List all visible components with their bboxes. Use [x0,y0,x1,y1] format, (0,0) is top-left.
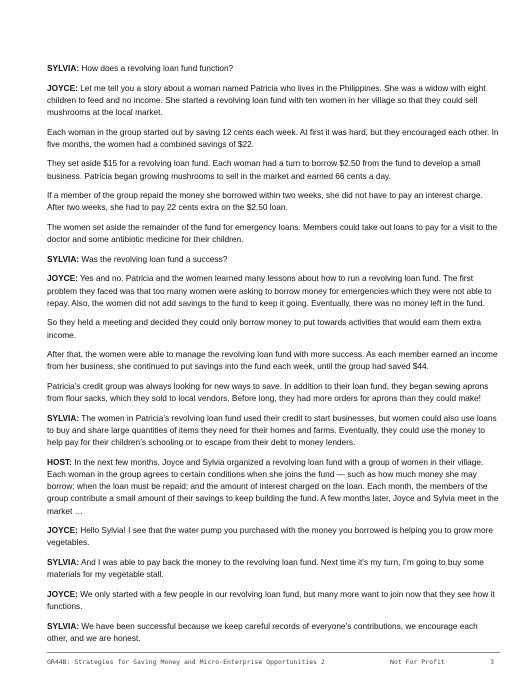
speaker-label: SYLVIA: [47,253,80,264]
speaker-label: SYLVIA: [47,556,80,567]
paragraph-text: After that, the women were able to manage the revolving loan fund with more success. As each member earned an income from her business, she continued to put savings into the fund each week, until the group had saved $44. [47,349,498,372]
page-number: 3 [490,658,494,666]
paragraph-text: Was the revolving loan fund a success? [79,253,228,264]
paragraph-text: How does a revolving loan fund function? [79,63,234,73]
speaker-label: HOST: [47,456,72,467]
paragraph [47,126,500,150]
speaker-label: JOYCE: [47,82,78,93]
paragraph-text: Hello Sylvia! I see that the water pump you purchased with the money you borrowed is helping you to grow more vegetables. [47,525,493,548]
paragraph [47,189,500,213]
page-footer [47,652,500,666]
paragraph-text: The women set aside the remainder of the fund for emergency loans. Members could take out loans to pay for a visit to the doctor and some antibiotic medicine for their children. [47,221,498,245]
paragraph-text: Yes and no. Patricia and the women learned many lessons about how to run a revolving loan fund. The first problem they faced was that too many women were asking to borrow money for emergencies which they were not able to repay. Also, the women did not add savings to the fund to keep it going. Eventually, there was no money left in the fund. [47,273,492,308]
speaker-label: JOYCE: [47,588,78,599]
paragraph [47,253,500,265]
paragraph [47,272,500,309]
speaker-label: SYLVIA: [47,63,80,73]
paragraph [47,62,500,74]
paragraph [47,82,500,119]
paragraph [47,412,500,449]
paragraph [47,524,500,548]
paragraph-text: Each woman in the group started out by saving 12 cents each week. At first it was hard, but they encouraged each other. In five months, the women had a combined savings of $22. [47,126,499,149]
paragraph [47,316,500,340]
paragraph-text: In the next few months, Joyce and Sylvia organized a revolving loan fund with a group of women in their village. Each woman in the group agrees to certain conditions when she joins the fund — such as how much money she may borrow; when the loan must be repaid; and the amount of interest charged on the loan. Each month, the members of the group contribute a small amount of their savings to keep building the fund. A few months later, Joyce and Sylvia meet in the market … [47,456,499,516]
footer-not-for-profit: Not For Profit [390,658,445,666]
paragraph-text: We only started with a few people in our revolving loan fund, but many more want to join now that they see how it functions. [47,588,495,611]
paragraph-text: And I was able to pay back the money to the revolving loan fund. Next time it’s my turn, I’m going to buy some materials for my vegetable stall. [47,556,484,580]
speaker-label: JOYCE: [47,525,78,536]
footer-title: GR44B: Strategies for Saving Money and Micro-Enterprise Opportunities 2 [47,658,325,666]
paragraph-text: So they held a meeting and decided they could only borrow money to put towards activities that would earn them extra income. [47,317,481,340]
paragraph [47,380,500,404]
paragraph-text: If a member of the group repaid the money she borrowed within two weeks, she did not have to pay an interest charge. After two weeks, she had to pay 22 cents extra on the $2.50 loan. [47,190,483,213]
paragraph-text: Let me tell you a story about a woman named Patricia who lives in the Philippines. She was a widow with eight children to feed and no income. She started a revolving loan fund with ten women in her village so that they could sell mushrooms at the local market. [47,82,486,117]
document-body [47,62,500,651]
paragraph [47,221,500,245]
paragraph-text: They set aside $15 for a revolving loan fund. Each woman had a turn to borrow $2.50 from the fund to develop a small business. Patricia began growing mushrooms to sell in the market and earned 66 cents a day. [47,158,481,181]
paragraph [47,588,500,612]
speaker-label: SYLVIA: [47,412,80,423]
paragraph-text: We have been successful because we keep careful records of everyone’s contributions, we encourage each other, and we are honest. [47,620,478,643]
paragraph [47,348,500,372]
paragraph [47,556,500,580]
paragraph [47,456,500,517]
paragraph [47,157,500,181]
speaker-label: JOYCE: [47,273,78,284]
paragraph-text: Patricia’s credit group was always looking for new ways to save. In addition to their loan fund, they began sewing aprons from flour sacks, which they sold to local vendors. Before long, they had more orders for aprons than they could make! [47,380,489,404]
speaker-label: SYLVIA: [47,620,80,631]
paragraph-text: The women in Patricia’s revolving loan fund used their credit to start businesses, but women could also use loans to buy and share large quantities of items they need for their homes and farms. Eventually, they could use the money to help pay for their children’s schooling or to escape from their debt to money lenders. [47,412,497,448]
paragraph [47,620,500,644]
